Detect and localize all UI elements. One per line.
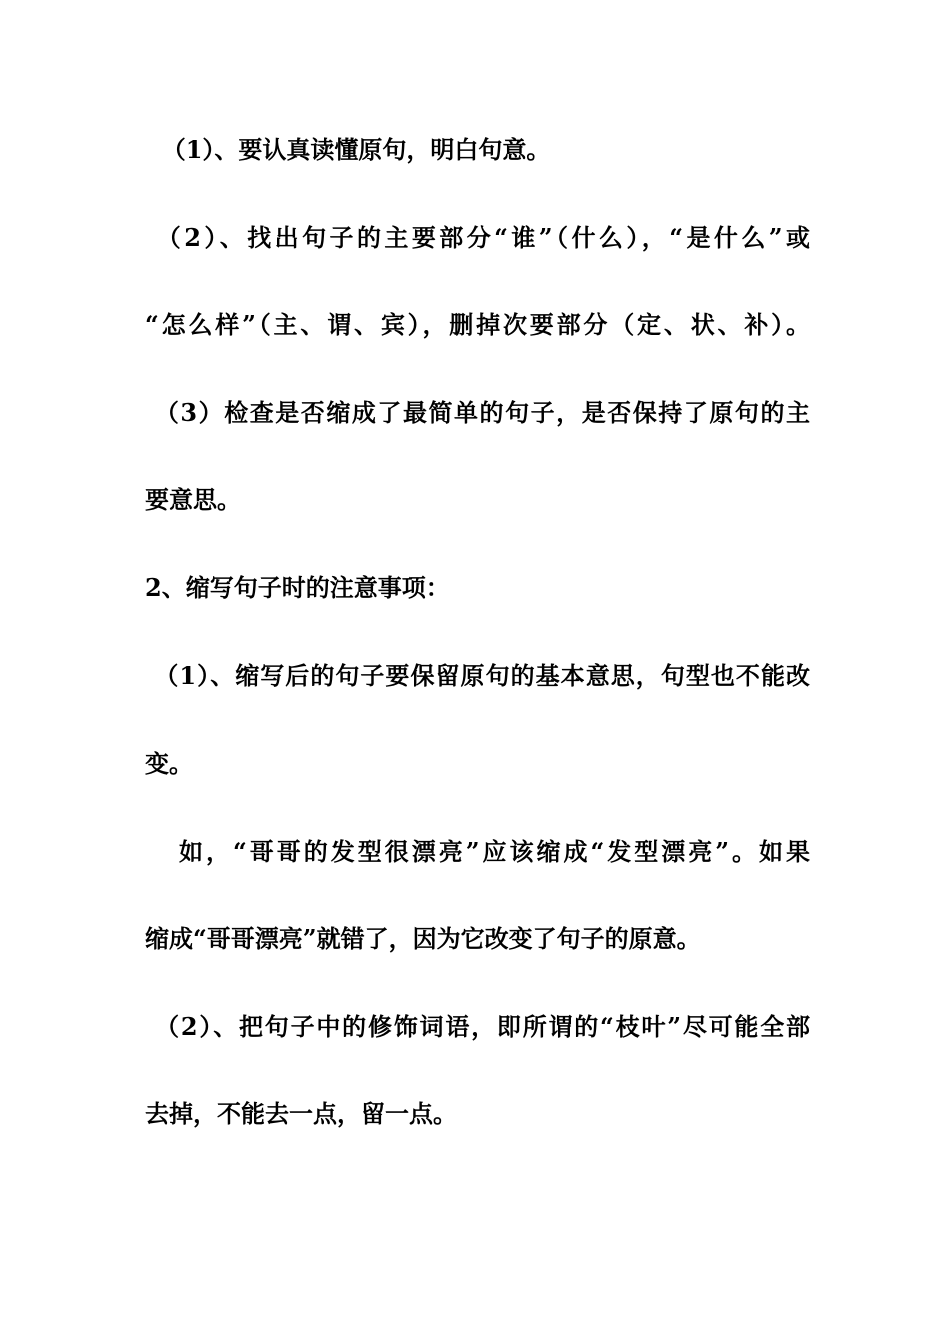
paragraph-line-4: （3）检查是否缩成了最简单的句子，是否保持了原句的主	[145, 398, 810, 427]
paragraph-line-10: 缩成“哥哥漂亮”就错了，因为它改变了句子的原意。	[145, 924, 701, 953]
paragraph-line-9: 如，“哥哥的发型很漂亮”应该缩成“发型漂亮”。如果	[145, 837, 810, 866]
paragraph-line-8: 变。	[145, 749, 193, 778]
paragraph-line-3: “怎么样”（主、谓、宾），删掉次要部分（定、状、补）。	[145, 310, 810, 339]
paragraph-line-1: （1）、要认真读懂原句，明白句意。	[145, 135, 551, 164]
paragraph-line-12: 去掉，不能去一点，留一点。	[145, 1099, 457, 1128]
section-heading: 2、缩写句子时的注意事项：	[145, 573, 450, 602]
paragraph-line-11: （2）、把句子中的修饰词语，即所谓的“枝叶”尽可能全部	[145, 1012, 810, 1041]
paragraph-line-5: 要意思。	[145, 485, 241, 514]
paragraph-line-7: （1）、缩写后的句子要保留原句的基本意思，句型也不能改	[145, 661, 810, 690]
paragraph-line-2: （2）、找出句子的主要部分“谁”（什么），“是什么”或	[145, 223, 810, 252]
